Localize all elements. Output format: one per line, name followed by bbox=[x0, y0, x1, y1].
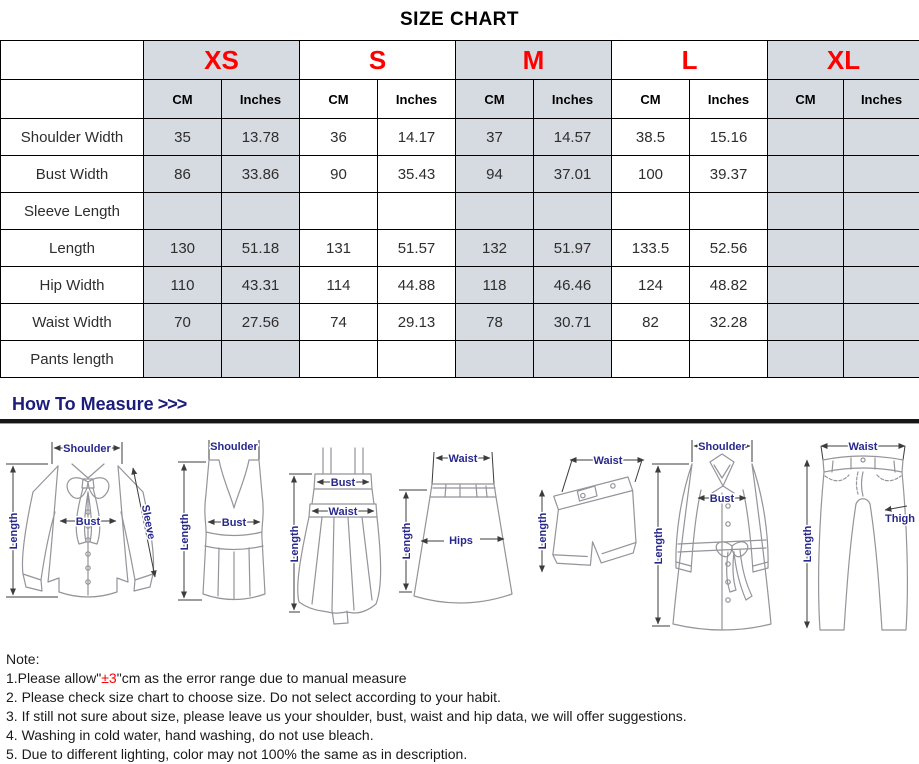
note-line-2: 2. Please check size chart to choose size. Do not select according to your habit. bbox=[6, 688, 919, 707]
size-cell: 33.86 bbox=[222, 156, 300, 193]
coat-length-label: Length bbox=[653, 527, 665, 564]
size-cell bbox=[844, 341, 919, 378]
table-row bbox=[1, 267, 919, 304]
row-label: Hip Width bbox=[1, 267, 144, 304]
size-cell bbox=[844, 267, 919, 304]
size-cell bbox=[144, 193, 222, 230]
size-cell bbox=[534, 341, 612, 378]
pants-diagram bbox=[795, 434, 917, 634]
unit-header: Inches bbox=[378, 80, 456, 119]
size-cell: 14.17 bbox=[378, 119, 456, 156]
unit-header: CM bbox=[768, 80, 844, 119]
size-cell bbox=[844, 304, 919, 341]
size-cell bbox=[768, 119, 844, 156]
size-cell: 51.97 bbox=[534, 230, 612, 267]
size-cell: 131 bbox=[300, 230, 378, 267]
size-cell bbox=[768, 267, 844, 304]
size-cell: 14.57 bbox=[534, 119, 612, 156]
corner-cell bbox=[1, 41, 144, 80]
size-cell: 43.31 bbox=[222, 267, 300, 304]
size-cell: 51.57 bbox=[378, 230, 456, 267]
how-to-measure-text: How To Measure bbox=[12, 394, 154, 414]
table-row bbox=[1, 193, 919, 230]
tank-bust-label: Bust bbox=[222, 517, 247, 529]
pants-thigh-label: Thigh bbox=[885, 513, 915, 525]
unit-header: Inches bbox=[844, 80, 919, 119]
size-cell: 15.16 bbox=[690, 119, 768, 156]
size-cell bbox=[768, 230, 844, 267]
size-cell bbox=[378, 193, 456, 230]
unit-header-row bbox=[1, 80, 919, 119]
row-label: Bust Width bbox=[1, 156, 144, 193]
page-title: SIZE CHART bbox=[0, 0, 919, 40]
skirt-hips-label: Hips bbox=[449, 535, 473, 547]
size-cell: 90 bbox=[300, 156, 378, 193]
size-cell: 51.18 bbox=[222, 230, 300, 267]
size-cell bbox=[768, 341, 844, 378]
size-cell bbox=[844, 193, 919, 230]
size-cell: 132 bbox=[456, 230, 534, 267]
tank-top-diagram bbox=[174, 434, 286, 634]
size-cell: 27.56 bbox=[222, 304, 300, 341]
shorts-waist-label: Waist bbox=[594, 455, 623, 467]
size-cell: 70 bbox=[144, 304, 222, 341]
measure-diagrams bbox=[0, 424, 919, 642]
size-cell: 46.46 bbox=[534, 267, 612, 304]
blouse-diagram bbox=[2, 434, 174, 634]
size-cell: 118 bbox=[456, 267, 534, 304]
skirt-length-label: Length bbox=[401, 522, 413, 559]
blouse-shoulder-label: Shoulder bbox=[63, 443, 111, 455]
how-to-measure-heading bbox=[12, 394, 919, 415]
size-cell bbox=[612, 193, 690, 230]
size-cell: 30.71 bbox=[534, 304, 612, 341]
unit-header: Inches bbox=[222, 80, 300, 119]
triple-chevron-icon: >>> bbox=[158, 394, 187, 414]
size-cell bbox=[844, 156, 919, 193]
size-cell bbox=[222, 341, 300, 378]
size-cell bbox=[690, 341, 768, 378]
size-cell: 36 bbox=[300, 119, 378, 156]
header-size-s: S bbox=[300, 41, 456, 80]
unit-header: CM bbox=[612, 80, 690, 119]
size-cell bbox=[456, 193, 534, 230]
size-cell: 100 bbox=[612, 156, 690, 193]
size-cell bbox=[768, 156, 844, 193]
table-row bbox=[1, 156, 919, 193]
size-cell bbox=[300, 341, 378, 378]
note-line-4: 4. Washing in cold water, hand washing, do not use bleach. bbox=[6, 726, 919, 745]
pants-length-label: Length bbox=[802, 525, 814, 562]
size-cell bbox=[534, 193, 612, 230]
table-row bbox=[1, 230, 919, 267]
header-size-xs: XS bbox=[144, 41, 300, 80]
pants-waist-label: Waist bbox=[849, 441, 878, 453]
header-size-xl: XL bbox=[768, 41, 919, 80]
shorts-length-label: Length bbox=[537, 512, 549, 549]
size-header-row bbox=[1, 41, 919, 80]
dress-waist-label: Waist bbox=[329, 506, 358, 518]
size-cell: 44.88 bbox=[378, 267, 456, 304]
blouse-sleeve-label: Sleeve bbox=[139, 504, 157, 541]
row-label: Sleeve Length bbox=[1, 193, 144, 230]
coat-bust-label: Bust bbox=[710, 493, 735, 505]
size-cell: 130 bbox=[144, 230, 222, 267]
size-cell: 37 bbox=[456, 119, 534, 156]
table-row bbox=[1, 341, 919, 378]
size-cell: 110 bbox=[144, 267, 222, 304]
size-cell: 133.5 bbox=[612, 230, 690, 267]
coat-diagram bbox=[648, 434, 795, 634]
unit-header: CM bbox=[300, 80, 378, 119]
size-cell: 114 bbox=[300, 267, 378, 304]
dress-bust-label: Bust bbox=[331, 477, 356, 489]
row-label: Shoulder Width bbox=[1, 119, 144, 156]
size-cell: 82 bbox=[612, 304, 690, 341]
row-label: Pants length bbox=[1, 341, 144, 378]
notes-section bbox=[6, 650, 919, 764]
size-cell: 39.37 bbox=[690, 156, 768, 193]
note-line-3: 3. If still not sure about size, please leave us your shoulder, bust, waist and hip data, we will offer suggestions. bbox=[6, 707, 919, 726]
table-row bbox=[1, 119, 919, 156]
size-cell: 38.5 bbox=[612, 119, 690, 156]
tank-shoulder-label: Shoulder bbox=[210, 441, 258, 453]
row-label: Waist Width bbox=[1, 304, 144, 341]
skirt-waist-label: Waist bbox=[449, 453, 478, 465]
notes-heading: Note: bbox=[6, 650, 919, 669]
error-range-value: ±3 bbox=[101, 670, 116, 686]
size-cell bbox=[768, 193, 844, 230]
size-cell: 94 bbox=[456, 156, 534, 193]
blouse-bust-label: Bust bbox=[76, 516, 101, 528]
unit-header: CM bbox=[456, 80, 534, 119]
size-cell bbox=[844, 230, 919, 267]
size-cell: 37.01 bbox=[534, 156, 612, 193]
size-chart-table bbox=[0, 40, 919, 378]
size-cell bbox=[768, 304, 844, 341]
size-cell bbox=[144, 341, 222, 378]
size-cell: 13.78 bbox=[222, 119, 300, 156]
row-label: Length bbox=[1, 230, 144, 267]
table-row bbox=[1, 304, 919, 341]
tank-length-label: Length bbox=[179, 513, 191, 550]
header-size-m: M bbox=[456, 41, 612, 80]
size-cell: 29.13 bbox=[378, 304, 456, 341]
size-cell bbox=[456, 341, 534, 378]
size-cell: 48.82 bbox=[690, 267, 768, 304]
size-cell bbox=[844, 119, 919, 156]
size-cell: 35 bbox=[144, 119, 222, 156]
size-cell: 52.56 bbox=[690, 230, 768, 267]
size-cell bbox=[378, 341, 456, 378]
header-size-l: L bbox=[612, 41, 768, 80]
size-cell bbox=[300, 193, 378, 230]
size-cell: 78 bbox=[456, 304, 534, 341]
size-cell bbox=[612, 341, 690, 378]
note-line-1: 1.Please allow"±3"cm as the error range due to manual measure bbox=[6, 669, 919, 688]
note-line-5: 5. Due to different lighting, color may not 100% the same as in description. bbox=[6, 745, 919, 764]
skirt-diagram bbox=[394, 434, 526, 634]
coat-shoulder-label: Shoulder bbox=[698, 441, 746, 453]
size-cell bbox=[690, 193, 768, 230]
size-cell: 86 bbox=[144, 156, 222, 193]
unit-header: CM bbox=[144, 80, 222, 119]
shorts-diagram bbox=[526, 434, 648, 634]
size-cell bbox=[222, 193, 300, 230]
blouse-length-label: Length bbox=[8, 512, 20, 549]
dress-length-label: Length bbox=[289, 525, 301, 562]
unit-header: Inches bbox=[690, 80, 768, 119]
corner-cell bbox=[1, 80, 144, 119]
size-cell: 74 bbox=[300, 304, 378, 341]
size-cell: 35.43 bbox=[378, 156, 456, 193]
unit-header: Inches bbox=[534, 80, 612, 119]
size-cell: 32.28 bbox=[690, 304, 768, 341]
dress-diagram bbox=[286, 434, 394, 634]
size-cell: 124 bbox=[612, 267, 690, 304]
